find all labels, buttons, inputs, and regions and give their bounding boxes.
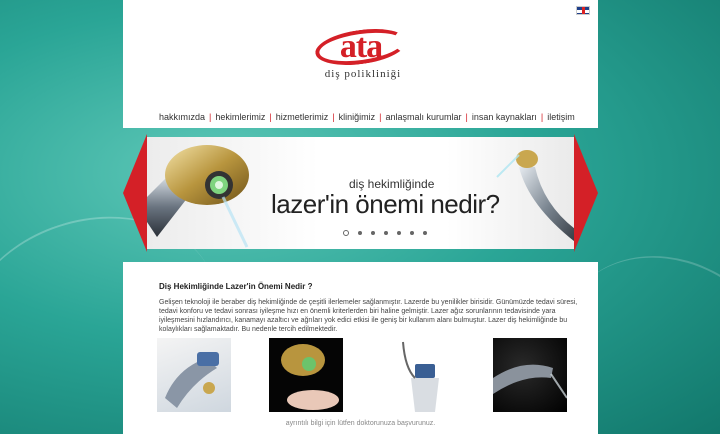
slider-dot[interactable]	[343, 230, 349, 236]
nav-separator: |	[379, 112, 382, 122]
header	[123, 0, 598, 128]
main-nav	[159, 112, 575, 122]
hero-slider	[123, 134, 598, 252]
slider-dot[interactable]	[423, 231, 427, 235]
gallery-image-laser-device[interactable]	[157, 338, 231, 412]
nav-item-hizmetlerimiz[interactable]: hizmetlerimiz	[275, 112, 329, 122]
gallery-image-handpiece-spray[interactable]	[493, 338, 567, 412]
logo-text: ata	[339, 28, 383, 65]
slide-subtitle: diş hekimliğinde	[349, 177, 435, 191]
hero-slide[interactable]	[147, 137, 575, 249]
slider-next-arrow-icon[interactable]	[574, 134, 598, 252]
slider-dot[interactable]	[371, 231, 375, 235]
uk-flag-icon[interactable]	[576, 6, 590, 15]
nav-separator: |	[209, 112, 212, 122]
nav-item-klinigimiz[interactable]: kliniğimiz	[338, 112, 376, 122]
content-footer-note: ayrıntılı bilgi için lütfen doktorunuza başvurunuz.	[285, 420, 436, 427]
laser-handpiece-image	[147, 137, 257, 249]
nav-separator: |	[465, 112, 468, 122]
slider-dot[interactable]	[410, 231, 414, 235]
gallery-image-handpiece[interactable]	[269, 338, 343, 412]
content-section	[123, 262, 598, 434]
nav-separator: |	[540, 112, 544, 122]
slider-prev-arrow-icon[interactable]	[123, 134, 147, 252]
nav-separator: |	[269, 112, 272, 122]
nav-separator: |	[332, 112, 335, 122]
nav-item-iletisim[interactable]: iletişim	[547, 112, 575, 122]
slider-dot[interactable]	[397, 231, 401, 235]
nav-item-anlasmali-kurumlar[interactable]: anlaşmalı kurumlar	[385, 112, 462, 122]
logo[interactable]	[315, 30, 407, 82]
dental-handpiece-image	[469, 137, 575, 249]
logo-subtitle: diş polikliniği	[324, 68, 402, 80]
image-gallery	[157, 338, 567, 412]
slider-dots	[343, 231, 427, 236]
nav-item-hekimlerimiz[interactable]: hekimlerimiz	[215, 112, 266, 122]
nav-item-insan-kaynaklari[interactable]: insan kaynakları	[471, 112, 537, 122]
content-title: Diş Hekimliğinde Lazer'in Önemi Nedir ?	[159, 282, 313, 291]
slider-dot[interactable]	[384, 231, 388, 235]
gallery-image-laser-unit[interactable]	[381, 338, 455, 412]
nav-item-hakkimizda[interactable]: hakkımızda	[159, 112, 206, 122]
content-body: Gelişen teknoloji ile beraber diş hekimliğinde de çeşitli ilerlemeler sağlanmıştır. Lazerde bu yenilikler birisidir. Günümüzde tedavi süresi, tedavi konforu ve tedavi sonrası iyileşme hızı en önemli kriterlerden biri haline gelmiştir. Lazer ağız sorunlarının tedavisinde yara iyileşmesini hızlandırıcı, kanamayı azaltıcı ve ağrıları yok edici etkisi ile geniş bir kullanım alanı bulmuştur. Lazer diş hekimliğinde bu kolaylıkları sağlamaktadır. Bu nedenle tercih edilmektedir.	[159, 299, 578, 333]
slider-dot[interactable]	[358, 231, 362, 235]
slide-title: lazer'in önemi nedir?	[271, 189, 500, 219]
